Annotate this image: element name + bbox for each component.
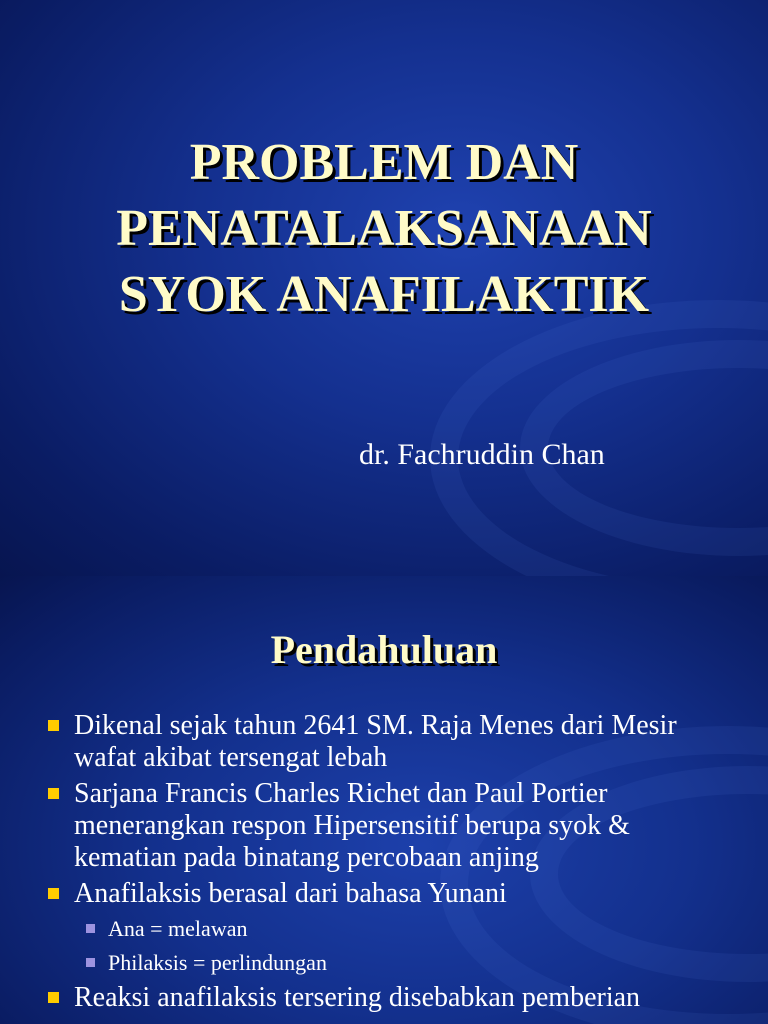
content-slide xyxy=(0,576,768,1024)
bullet-line: Sarjana Francis Charles Richet dan Paul Portier xyxy=(74,778,608,809)
bullet-list xyxy=(0,710,768,1018)
sub-bullet-item xyxy=(0,948,768,978)
square-bullet-icon xyxy=(48,888,59,899)
square-bullet-icon xyxy=(48,788,59,799)
title-line: PROBLEM DAN xyxy=(189,134,579,191)
sub-bullet-item xyxy=(0,914,768,944)
square-sub-bullet-icon xyxy=(86,924,95,933)
bullet-line: menerangkan respon Hipersensitif berupa syok & xyxy=(74,810,630,841)
square-bullet-icon xyxy=(48,992,59,1003)
bullet-item xyxy=(0,982,768,1014)
bullet-line: kematian pada binatang percobaan anjing xyxy=(74,842,539,873)
square-bullet-icon xyxy=(48,720,59,731)
sub-bullet-text: Ana = melawan xyxy=(108,916,248,941)
bullet-item xyxy=(0,710,768,774)
bullet-line: wafat akibat tersengat lebah xyxy=(74,742,388,773)
sub-bullet-text: Philaksis = perlindungan xyxy=(108,950,327,975)
square-sub-bullet-icon xyxy=(86,958,95,967)
bullet-line: Anafilaksis berasal dari bahasa Yunani xyxy=(74,878,507,909)
bullet-line: Reaksi anafilaksis tersering disebabkan pemberian xyxy=(74,982,641,1013)
title-line: SYOK ANAFILAKTIK xyxy=(118,266,650,323)
author-name: dr. Fachruddin Chan xyxy=(359,438,605,471)
bullet-item xyxy=(0,778,768,874)
slide-heading: Pendahuluan xyxy=(270,627,498,672)
slide-title xyxy=(0,130,768,328)
bullet-line: Dikenal sejak tahun 2641 SM. Raja Menes dari Mesir xyxy=(74,710,677,741)
bullet-item xyxy=(0,878,768,910)
title-line: PENATALAKSANAAN xyxy=(116,200,652,257)
